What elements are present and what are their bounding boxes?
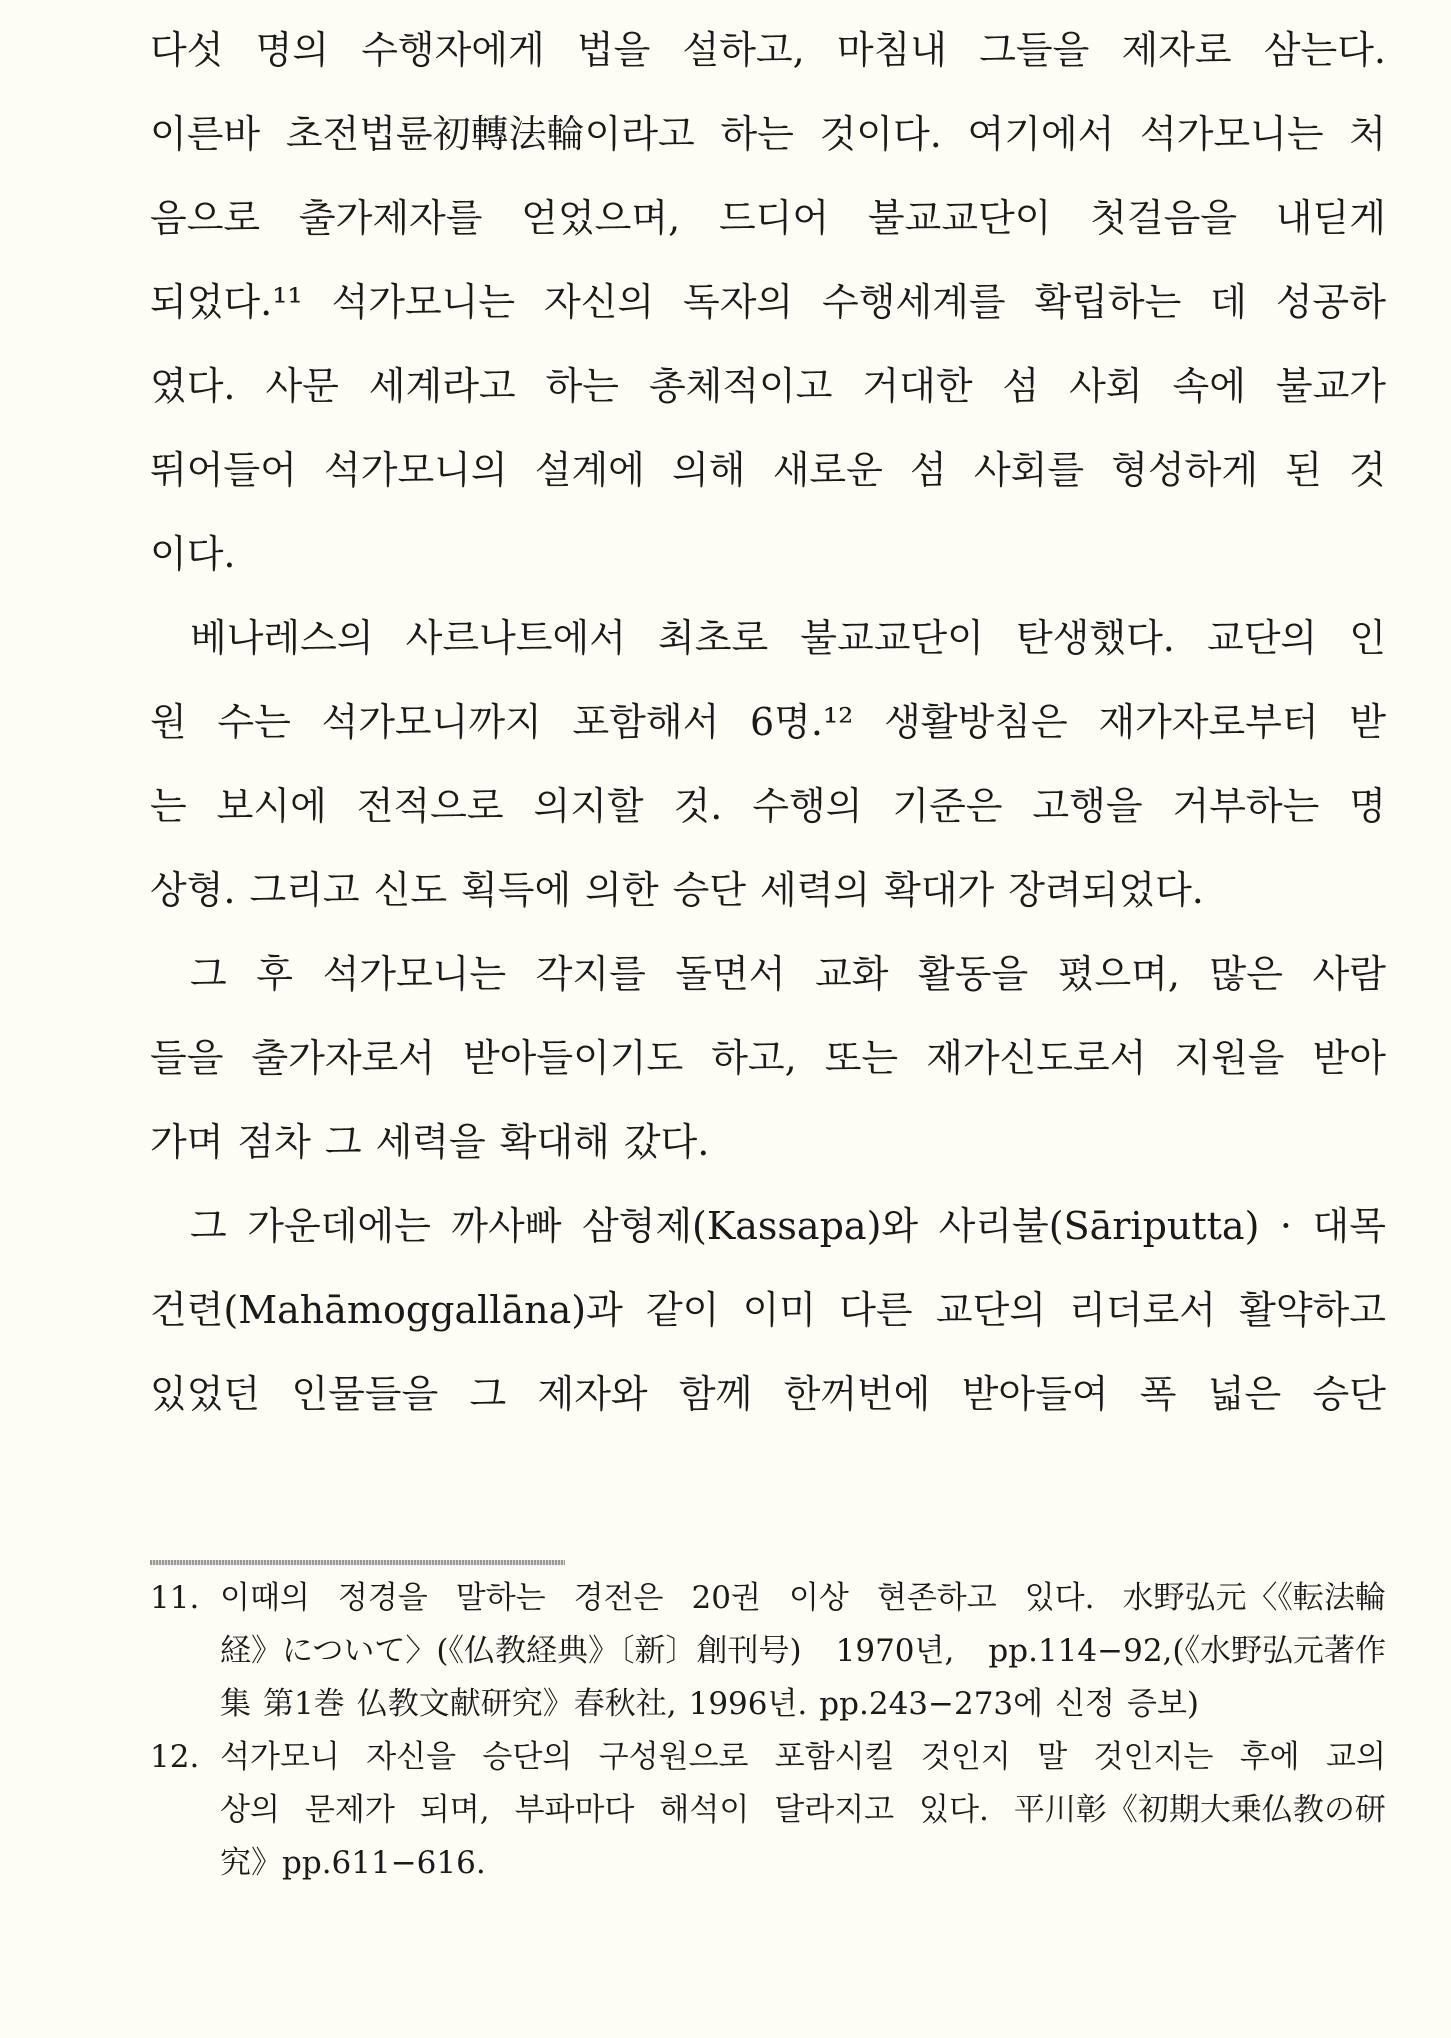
word: 첫걸음을 <box>1090 196 1238 240</box>
word: 자신의 <box>544 280 655 324</box>
word: 仏教文献研究》春秋社, <box>356 1686 677 1722</box>
word: 1970년, <box>835 1633 955 1669</box>
word: 교의 <box>1326 1739 1386 1775</box>
word: 였다. <box>150 364 236 408</box>
word: 석가모니의 <box>324 448 508 492</box>
word: 출가제자를 <box>298 196 483 240</box>
word: 성공하 <box>1275 280 1386 324</box>
word: 세력을 <box>375 1120 486 1164</box>
word: 또는 <box>824 1036 899 1080</box>
word: 탄생했다. <box>1015 616 1175 660</box>
footnote-line <box>220 1731 1386 1784</box>
word: 받아들여 <box>961 1372 1109 1416</box>
word: 있다. <box>919 1792 989 1828</box>
word: 이상 <box>788 1580 849 1616</box>
word: 후 <box>256 952 293 996</box>
footnote-divider <box>150 1560 565 1565</box>
word: 세력의 <box>760 868 871 912</box>
word: 경전은 <box>573 1580 664 1616</box>
text-line <box>150 22 1386 106</box>
word: 해석이 <box>659 1792 750 1828</box>
word: 돌면서 <box>675 952 786 996</box>
word: 처 <box>1349 112 1386 156</box>
footnote-number: 11. <box>150 1580 200 1616</box>
word: 받아 <box>1312 1036 1386 1080</box>
word: 넓은 <box>1207 1372 1282 1416</box>
word: 의한 <box>585 868 659 912</box>
word: 의해 <box>672 448 746 492</box>
word: 폈으며, <box>1057 952 1180 996</box>
text-line <box>150 1282 1386 1366</box>
word: 섬 <box>1002 364 1040 408</box>
text-line <box>150 442 1386 526</box>
word: 사르나트에서 <box>405 616 626 660</box>
footnote-line <box>220 1837 1386 1890</box>
footnote-line <box>220 1572 1386 1625</box>
text-line <box>150 358 1386 442</box>
word: 설하고, <box>682 28 805 72</box>
word: 독자의 <box>683 280 794 324</box>
word: 섬 <box>910 448 947 492</box>
word: 제자로 <box>1121 28 1232 72</box>
word: 대목 <box>1312 1204 1386 1248</box>
word: 정경을 <box>337 1580 428 1616</box>
word: 상형. <box>150 868 236 912</box>
text-line <box>150 1198 1386 1282</box>
word: 같이 <box>645 1288 720 1332</box>
word: 이미 <box>742 1288 816 1332</box>
word: 재가신도로서 <box>926 1036 1147 1080</box>
word: 있었던 <box>150 1372 261 1416</box>
word: 함께 <box>678 1372 753 1416</box>
word: 승단 <box>672 868 747 912</box>
word: 그들을 <box>979 28 1090 72</box>
word: 각지를 <box>535 952 646 996</box>
word: 수행자에게 <box>361 28 545 72</box>
word: pp.114−92,(《水野弘元著作 <box>988 1633 1386 1669</box>
word: 것. <box>673 784 723 828</box>
word: 불교가 <box>1275 364 1386 408</box>
word: 이때의 <box>220 1580 310 1616</box>
word: 이다. <box>150 532 236 576</box>
word: 経》について〉(《仏教経典》〔新〕創刊号) <box>220 1633 802 1669</box>
text-line <box>150 526 1386 610</box>
word: 원 <box>150 700 187 744</box>
word: 까사빠 <box>451 1204 562 1248</box>
word: 다른 <box>839 1288 913 1332</box>
word: 다섯 <box>150 28 224 72</box>
word: 20권 <box>691 1580 761 1616</box>
word: 사람 <box>1312 952 1386 996</box>
paragraph <box>150 946 1386 1198</box>
word: 사회 <box>1069 364 1143 408</box>
paragraph <box>150 610 1386 946</box>
word: 활약하고 <box>1239 1288 1386 1332</box>
word: 활동을 <box>918 952 1029 996</box>
word: 된 <box>1285 448 1322 492</box>
word: 석가모니는 <box>331 280 516 324</box>
word: 승단 <box>1312 1372 1386 1416</box>
word: 하는 <box>720 112 794 156</box>
word: 달라지고 <box>774 1792 895 1828</box>
text-line <box>150 274 1386 358</box>
word: 구성원으로 <box>598 1739 749 1775</box>
word: 자신을 <box>366 1739 457 1775</box>
word: 水野弘元〈《転法輪 <box>1122 1580 1386 1616</box>
word: 폭 <box>1139 1372 1177 1416</box>
word: 것인지는 <box>1093 1739 1214 1775</box>
word: 있다. <box>1024 1580 1095 1616</box>
word: 마침내 <box>836 28 948 72</box>
word: 총체적이고 <box>648 364 833 408</box>
word: 가운데에는 <box>247 1204 431 1248</box>
paragraph <box>150 1198 1386 1450</box>
word: 확립하는 <box>1034 280 1182 324</box>
word: 것이다. <box>819 112 942 156</box>
text-line <box>150 778 1386 862</box>
word: 승단의 <box>482 1739 573 1775</box>
word: 인 <box>1349 616 1386 660</box>
word: 불교교단이 <box>867 196 1052 240</box>
footnote <box>150 1572 1386 1731</box>
word: 이른바 <box>150 112 261 156</box>
word: 형성하게 <box>1111 448 1259 492</box>
word: 법을 <box>576 28 651 72</box>
word: pp.243−273에 <box>819 1686 1044 1722</box>
text-line <box>150 694 1386 778</box>
word: 것인지 <box>920 1739 1011 1775</box>
word: 것 <box>1349 448 1386 492</box>
word: 되었다.¹¹ <box>150 280 303 324</box>
word: 신정 <box>1055 1686 1116 1722</box>
word: 보시에 <box>216 784 327 828</box>
word: 교화 <box>815 952 889 996</box>
word: 고행을 <box>1032 784 1143 828</box>
word: 최초로 <box>658 616 769 660</box>
footnote-line <box>220 1678 1386 1731</box>
word: 현존하고 <box>876 1580 997 1616</box>
word: 그리고 <box>249 868 360 912</box>
word: 平川彰《初期大乗仏教の研 <box>1013 1792 1386 1828</box>
footnote-line <box>220 1784 1386 1837</box>
word: 데 <box>1210 280 1247 324</box>
word: 수행의 <box>752 784 863 828</box>
word: 명의 <box>255 28 330 72</box>
word: 재가자로부터 <box>1098 700 1319 744</box>
word: 1996년. <box>688 1686 808 1722</box>
word: 석가모니 <box>220 1739 340 1775</box>
text-line <box>150 1030 1386 1114</box>
word: 불교교단이 <box>800 616 984 660</box>
text-line <box>150 106 1386 190</box>
word: 명 <box>1349 784 1386 828</box>
word: 集 <box>220 1686 251 1722</box>
word: 기준은 <box>892 784 1003 828</box>
word: 사리불(Sāriputta) <box>938 1204 1260 1248</box>
word: 내딛게 <box>1275 196 1386 240</box>
word: 후에 <box>1239 1739 1300 1775</box>
word: 포함시킬 <box>774 1739 895 1775</box>
word: 받아들이기도 <box>462 1036 684 1080</box>
word: 생활방침은 <box>884 700 1068 744</box>
word: 출가자로서 <box>251 1036 435 1080</box>
word: 확대해 <box>499 1120 610 1164</box>
word: 지원을 <box>1174 1036 1285 1080</box>
word: 거대한 <box>862 364 973 408</box>
word: 전적으로 <box>356 784 504 828</box>
word: 많은 <box>1209 952 1283 996</box>
footnote-line <box>220 1625 1386 1678</box>
word: 여기에서 <box>967 112 1115 156</box>
word: 속에 <box>1172 364 1246 408</box>
word: 확대가 <box>884 868 995 912</box>
word: 음으로 <box>150 196 261 240</box>
word: 사문 <box>265 364 339 408</box>
word: 교단의 <box>935 1288 1046 1332</box>
word: 삼형제(Kassapa)와 <box>581 1204 919 1248</box>
footnote <box>150 1731 1386 1890</box>
word: 장려되었다. <box>1008 868 1204 912</box>
word: 그 <box>190 952 227 996</box>
text-line <box>150 610 1386 694</box>
word: 초전법륜初轉法輪이라고 <box>285 112 695 156</box>
word: 석가모니는 <box>322 952 507 996</box>
paragraph <box>150 22 1386 610</box>
word: 되며, <box>419 1792 490 1828</box>
word: 한꺼번에 <box>783 1372 931 1416</box>
word: 第1巻 <box>263 1686 345 1722</box>
text-line <box>150 946 1386 1030</box>
word: 그 <box>324 1120 362 1164</box>
word: 그 <box>190 1204 227 1248</box>
footnotes <box>150 1572 1386 1890</box>
word: 받 <box>1349 700 1386 744</box>
text-line <box>150 1114 1386 1198</box>
word: 말하는 <box>455 1580 546 1616</box>
word: 의지할 <box>533 784 644 828</box>
word: 점차 <box>237 1120 311 1164</box>
text-line <box>150 1366 1386 1450</box>
word: 설계에 <box>534 448 645 492</box>
word: 가며 <box>150 1120 224 1164</box>
word: 문제가 <box>304 1792 395 1828</box>
text-line <box>150 862 1386 946</box>
word: 석가모니까지 <box>321 700 542 744</box>
word: 얻었으며, <box>521 196 681 240</box>
word: 리더로서 <box>1069 1288 1216 1332</box>
word: 말 <box>1037 1739 1068 1775</box>
word: 수행세계를 <box>822 280 1006 324</box>
word: 드디어 <box>718 196 830 240</box>
word: 교단의 <box>1207 616 1318 660</box>
text-line <box>150 190 1386 274</box>
word: 건련(Mahāmoggallāna)과 <box>150 1288 623 1332</box>
word: 들을 <box>150 1036 224 1080</box>
word: 삼는다. <box>1263 28 1386 72</box>
word: 신도 <box>373 868 448 912</box>
footnote-number: 12. <box>150 1739 200 1775</box>
word: 부파마다 <box>514 1792 635 1828</box>
word: 베나레스의 <box>190 616 374 660</box>
word: 사회를 <box>973 448 1085 492</box>
word: 뛰어들어 <box>150 448 297 492</box>
word: 포함해서 <box>572 700 720 744</box>
word: 거부하는 <box>1172 784 1320 828</box>
word: · <box>1279 1204 1293 1248</box>
word: 하고, <box>711 1036 797 1080</box>
word: 증보) <box>1127 1686 1200 1722</box>
word: 상의 <box>220 1792 280 1828</box>
word: 수는 <box>217 700 291 744</box>
word: 究》pp.611−616. <box>220 1845 486 1881</box>
word: 새로운 <box>772 448 883 492</box>
word: 는 <box>150 784 187 828</box>
word: 하는 <box>545 364 619 408</box>
word: 제자와 <box>537 1372 648 1416</box>
word: 인물들을 <box>291 1372 439 1416</box>
word: 석가모니는 <box>1140 112 1324 156</box>
word: 갔다. <box>623 1120 710 1164</box>
word: 6명.¹² <box>749 700 854 744</box>
body-text <box>150 22 1386 1450</box>
word: 세계라고 <box>368 364 516 408</box>
word: 그 <box>469 1372 507 1416</box>
word: 획득에 <box>461 868 572 912</box>
